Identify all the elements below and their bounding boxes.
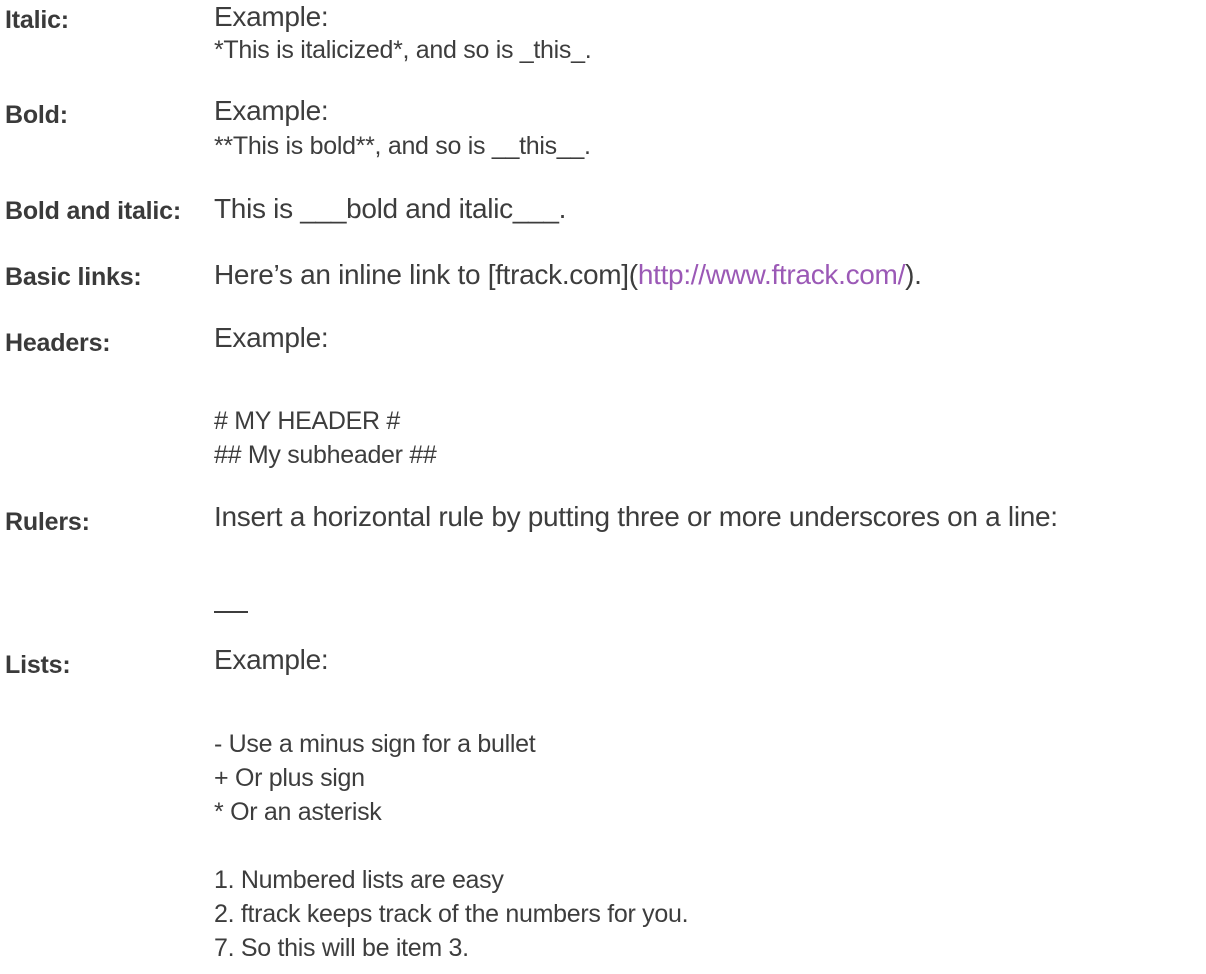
rulers-example-text: Insert a horizontal rule by putting three or more underscores on a line:: [214, 501, 1058, 532]
list-item: + Or plus sign: [214, 764, 365, 792]
headers-example-heading: Example:: [214, 322, 329, 353]
ftrack-link[interactable]: http://www.ftrack.com/: [637, 259, 906, 290]
basic-links-text-before: Here’s an inline link to [ftrack.com](: [214, 259, 638, 290]
basic-links-example: [214, 258, 1206, 292]
bold-example-heading: Example:: [214, 95, 329, 126]
bold-italic-label: Bold and italic:: [5, 197, 181, 225]
list-item: * Or an asterisk: [214, 798, 382, 826]
horizontal-rule-sample: [214, 611, 248, 613]
list-item: 1. Numbered lists are easy: [214, 866, 504, 894]
list-item: - Use a minus sign for a bullet: [214, 730, 536, 758]
basic-links-label: Basic links:: [5, 263, 142, 291]
list-item: 2. ftrack keeps track of the numbers for you.: [214, 900, 689, 928]
lists-example-heading: Example:: [214, 644, 329, 675]
italic-label: Italic:: [5, 6, 69, 34]
rulers-label: Rulers:: [5, 508, 90, 536]
lists-label: Lists:: [5, 651, 71, 679]
bold-label: Bold:: [5, 101, 68, 129]
headers-label: Headers:: [5, 329, 111, 357]
bold-example-text: **This is bold**, and so is __this__.: [214, 132, 591, 160]
italic-example-heading: Example:: [214, 1, 329, 32]
headers-example-subheader: ## My subheader ##: [214, 441, 437, 469]
basic-links-text-after: ).: [905, 259, 922, 290]
bold-italic-example-text: This is ___bold and italic___.: [214, 193, 567, 224]
headers-example-header: # MY HEADER #: [214, 407, 400, 435]
list-item: 7. So this will be item 3.: [214, 934, 469, 962]
italic-example-text: *This is italicized*, and so is _this_.: [214, 36, 592, 64]
